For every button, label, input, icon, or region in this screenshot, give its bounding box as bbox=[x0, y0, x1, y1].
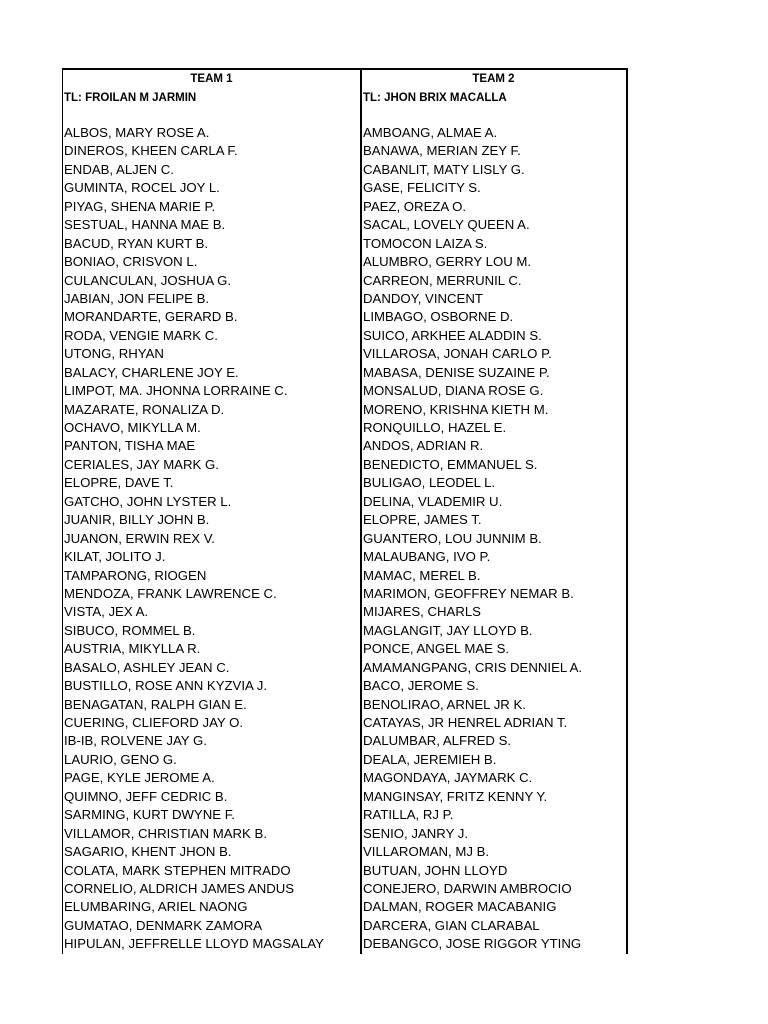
member-name: GASE, FELICITY S. bbox=[363, 180, 481, 196]
member-name: GUMATAO, DENMARK ZAMORA bbox=[64, 917, 263, 933]
team-2-leader: TL: JHON BRIX MACALLA bbox=[363, 92, 507, 104]
team-2-member-list bbox=[362, 124, 625, 954]
member-name: PIYAG, SHENA MARIE P. bbox=[64, 198, 216, 214]
team-2-column bbox=[362, 70, 625, 954]
member-name: BACO, JEROME S. bbox=[363, 678, 479, 694]
member-name: DANDOY, VINCENT bbox=[363, 290, 483, 306]
member-name: ALUMBRO, GERRY LOU M. bbox=[363, 254, 532, 270]
member-name: CARREON, MERRUNIL C. bbox=[363, 272, 522, 288]
member-name: IB-IB, ROLVENE JAY G. bbox=[64, 733, 207, 749]
member-name: MAZARATE, RONALIZA D. bbox=[64, 401, 225, 417]
member-name: PANTON, TISHA MAE bbox=[64, 438, 196, 454]
member-name: DELINA, VLADEMIR U. bbox=[363, 493, 503, 509]
member-name: SUICO, ARKHEE ALADDIN S. bbox=[363, 327, 542, 343]
member-name: LIMPOT, MA. JHONNA LORRAINE C. bbox=[64, 383, 288, 399]
member-name: CULANCULAN, JOSHUA G. bbox=[64, 272, 232, 288]
member-name: MABASA, DENISE SUZAINE P. bbox=[363, 364, 550, 380]
member-name: RATILLA, RJ P. bbox=[363, 807, 454, 823]
member-name: BUTUAN, JOHN LLOYD bbox=[363, 862, 508, 878]
member-name: JUANON, ERWIN REX V. bbox=[64, 530, 215, 546]
team-1-title: TEAM 1 bbox=[190, 73, 233, 85]
member-name: RODA, VENGIE MARK C. bbox=[64, 327, 218, 343]
member-name: PONCE, ANGEL MAE S. bbox=[363, 641, 510, 657]
member-name: MALAUBANG, IVO P. bbox=[363, 549, 491, 565]
member-name: BENOLIRAO, ARNEL JR K. bbox=[363, 696, 526, 712]
member-name: MONSALUD, DIANA ROSE G. bbox=[363, 383, 544, 399]
team-1-leader: TL: FROILAN M JARMIN bbox=[64, 92, 197, 104]
member-name: RONQUILLO, HAZEL E. bbox=[363, 420, 507, 435]
team-1-column bbox=[63, 70, 362, 954]
member-name: VILLAMOR, CHRISTIAN MARK B. bbox=[64, 825, 267, 841]
member-name: GUMINTA, ROCEL JOY L. bbox=[64, 180, 220, 196]
member-name: CUERING, CLIEFORD JAY O. bbox=[64, 715, 244, 730]
member-name: QUIMNO, JEFF CEDRIC B. bbox=[64, 788, 228, 804]
member-name: BASALO, ASHLEY JEAN C. bbox=[64, 659, 230, 675]
member-name: DALUMBAR, ALFRED S. bbox=[363, 733, 512, 749]
member-name: LIMBAGO, OSBORNE D. bbox=[363, 309, 514, 325]
member-name: AMBOANG, ALMAE A. bbox=[363, 125, 498, 140]
member-name: MORANDARTE, GERARD B. bbox=[64, 309, 238, 325]
member-name: DALMAN, ROGER MACABANIG bbox=[363, 899, 557, 915]
member-name: MORENO, KRISHNA KIETH M. bbox=[363, 401, 549, 417]
member-name: MAGONDAYA, JAYMARK C. bbox=[363, 770, 533, 786]
member-name: BONIAO, CRISVON L. bbox=[64, 254, 198, 270]
member-name: MIJARES, CHARLS bbox=[363, 604, 481, 620]
member-name: HIPULAN, JEFFRELLE LLOYD MAGSALAY bbox=[64, 936, 324, 952]
member-name: ANDOS, ADRIAN R. bbox=[363, 438, 484, 454]
member-name: AMAMANGPANG, CRIS DENNIEL A. bbox=[363, 659, 583, 675]
member-name: ELOPRE, JAMES T. bbox=[363, 512, 482, 528]
member-name: MANGINSAY, FRITZ KENNY Y. bbox=[363, 788, 548, 804]
member-name: MARIMON, GEOFFREY NEMAR B. bbox=[363, 585, 574, 601]
team-roster-sheet bbox=[62, 68, 628, 954]
member-name: VILLAROMAN, MJ B. bbox=[363, 844, 490, 860]
member-name: ALBOS, MARY ROSE A. bbox=[64, 125, 210, 140]
member-name: CERIALES, JAY MARK G. bbox=[64, 456, 219, 472]
member-name: GATCHO, JOHN LYSTER L. bbox=[64, 493, 232, 509]
team-2-title: TEAM 2 bbox=[472, 73, 515, 85]
member-name: SENIO, JANRY J. bbox=[363, 825, 469, 841]
member-name: LAURIO, GENO G. bbox=[64, 751, 177, 767]
member-name: CONEJERO, DARWIN AMBROCIO bbox=[363, 880, 572, 896]
team-1-member-list bbox=[63, 124, 360, 954]
member-name: BANAWA, MERIAN ZEY F. bbox=[363, 143, 521, 159]
member-name: MAMAC, MEREL B. bbox=[363, 567, 481, 583]
member-name: TAMPARONG, RIOGEN bbox=[64, 567, 207, 583]
member-name: ENDAB, ALJEN C. bbox=[64, 161, 174, 177]
member-name: DINEROS, KHEEN CARLA F. bbox=[64, 143, 238, 159]
member-name: DEALA, JEREMIEH B. bbox=[363, 751, 497, 767]
member-name: PAEZ, OREZA O. bbox=[363, 198, 467, 214]
member-name: GUANTERO, LOU JUNNIM B. bbox=[363, 530, 542, 546]
member-name: TOMOCON LAIZA S. bbox=[363, 235, 488, 251]
member-name: KILAT, JOLITO J. bbox=[64, 549, 166, 565]
member-name: MAGLANGIT, JAY LLOYD B. bbox=[363, 622, 533, 638]
member-name: SAGARIO, KHENT JHON B. bbox=[64, 844, 232, 860]
member-name: UTONG, RHYAN bbox=[64, 346, 164, 362]
member-name: ELUMBARING, ARIEL NAONG bbox=[64, 899, 248, 915]
member-name: CATAYAS, JR HENREL ADRIAN T. bbox=[363, 715, 568, 730]
member-name: BALACY, CHARLENE JOY E. bbox=[64, 364, 239, 380]
member-name: AUSTRIA, MIKYLLA R. bbox=[64, 641, 201, 657]
member-name: COLATA, MARK STEPHEN MITRADO bbox=[64, 862, 291, 878]
member-name: SESTUAL, HANNA MAE B. bbox=[64, 217, 226, 233]
member-name: VILLAROSA, JONAH CARLO P. bbox=[363, 346, 552, 362]
member-name: JABIAN, JON FELIPE B. bbox=[64, 290, 210, 306]
member-name: MENDOZA, FRANK LAWRENCE C. bbox=[64, 585, 277, 601]
member-name: OCHAVO, MIKYLLA M. bbox=[64, 420, 201, 435]
member-name: SIBUCO, ROMMEL B. bbox=[64, 622, 196, 638]
member-name: BENAGATAN, RALPH GIAN E. bbox=[64, 696, 247, 712]
member-name: CORNELIO, ALDRICH JAMES ANDUS bbox=[64, 880, 295, 896]
member-name: ELOPRE, DAVE T. bbox=[64, 475, 174, 491]
member-name: BUSTILLO, ROSE ANN KYZVIA J. bbox=[64, 678, 268, 694]
member-name: VISTA, JEX A. bbox=[64, 604, 149, 620]
member-name: CABANLIT, MATY LISLY G. bbox=[363, 161, 525, 177]
member-name: DARCERA, GIAN CLARABAL bbox=[363, 917, 540, 933]
member-name: SARMING, KURT DWYNE F. bbox=[64, 807, 235, 823]
member-name: BULIGAO, LEODEL L. bbox=[363, 475, 496, 491]
member-name: BENEDICTO, EMMANUEL S. bbox=[363, 456, 538, 472]
member-name: SACAL, LOVELY QUEEN A. bbox=[363, 217, 530, 233]
member-name: JUANIR, BILLY JOHN B. bbox=[64, 512, 210, 528]
member-name: PAGE, KYLE JEROME A. bbox=[64, 770, 215, 786]
member-name: BACUD, RYAN KURT B. bbox=[64, 235, 209, 251]
member-name: DEBANGCO, JOSE RIGGOR YTING bbox=[363, 936, 582, 952]
